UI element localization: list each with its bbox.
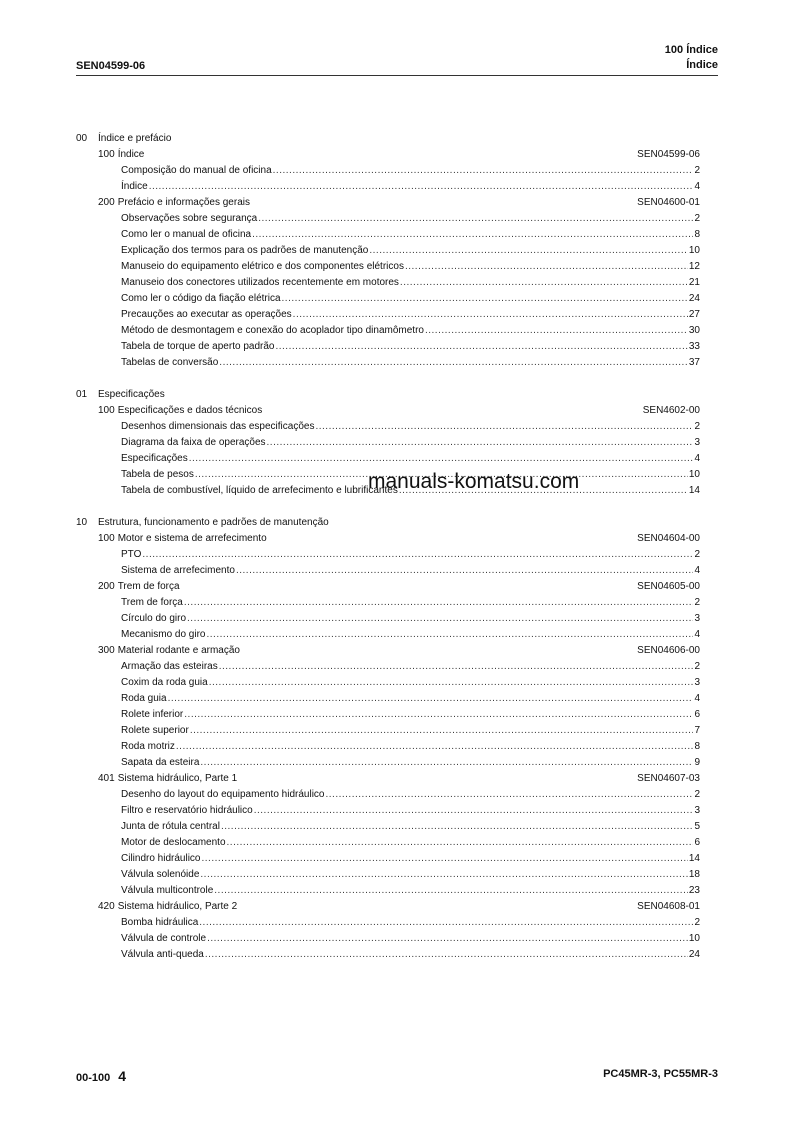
dot-leader — [168, 691, 694, 707]
toc-entry — [76, 627, 700, 643]
entry-page: 4 — [694, 565, 700, 576]
entry-title: PTO — [121, 549, 142, 560]
footer-page-number: 4 — [118, 1068, 127, 1084]
subsection-number: 420 — [98, 901, 115, 912]
toc-entry — [76, 435, 700, 451]
entry-page: 12 — [688, 261, 700, 272]
section-title: Especificações — [98, 389, 165, 400]
entry-page: 8 — [694, 229, 700, 240]
section-title: Índice e prefácio — [98, 133, 172, 144]
toc-section — [76, 515, 700, 531]
entry-page: 9 — [694, 757, 700, 768]
entry-page: 21 — [688, 277, 700, 288]
entry-title: Motor de deslocamento — [121, 837, 226, 848]
section-code: 00 — [76, 133, 88, 144]
dot-leader — [282, 291, 688, 307]
toc-entry — [76, 451, 700, 467]
entry-page: 2 — [694, 549, 700, 560]
toc-entry — [76, 883, 700, 899]
entry-page: 10 — [688, 245, 700, 256]
section-code: 01 — [76, 389, 88, 400]
toc-subsection — [76, 643, 700, 659]
dot-leader — [219, 659, 694, 675]
entry-page: 7 — [694, 725, 700, 736]
toc-entry — [76, 803, 700, 819]
entry-title: Manuseio dos conectores utilizados recentemente em motores — [121, 277, 399, 288]
toc-entry — [76, 835, 700, 851]
dot-leader — [221, 819, 693, 835]
entry-title: Roda motriz — [121, 741, 175, 752]
entry-title: Roda guia — [121, 693, 167, 704]
entry-title: Tabela de torque de aperto padrão — [121, 341, 275, 352]
entry-title: Armação das esteiras — [121, 661, 218, 672]
toc-entry — [76, 355, 700, 371]
entry-page: 4 — [694, 629, 700, 640]
entry-title: Sapata da esteira — [121, 757, 200, 768]
entry-title: Mecanismo do giro — [121, 629, 206, 640]
dot-leader — [190, 723, 694, 739]
table-of-contents — [76, 131, 700, 963]
toc-entry — [76, 243, 700, 259]
dot-leader — [187, 611, 693, 627]
entry-title: Cilindro hidráulico — [121, 853, 201, 864]
entry-title: Desenho do layout do equipamento hidráulico — [121, 789, 325, 800]
toc-entry — [76, 259, 700, 275]
subsection-number: 300 — [98, 645, 115, 656]
dot-leader — [200, 755, 693, 771]
toc-entry — [76, 723, 700, 739]
dot-leader — [209, 675, 694, 691]
dot-leader — [275, 339, 687, 355]
entry-title: Filtro e reservatório hidráulico — [121, 805, 253, 816]
entry-title: Especificações — [121, 453, 188, 464]
dot-leader — [149, 179, 694, 195]
footer-code: 00-100 — [76, 1072, 111, 1084]
entry-page: 3 — [694, 437, 700, 448]
dot-leader — [184, 595, 694, 611]
toc-entry — [76, 227, 700, 243]
entry-title: Válvula multicontrole — [121, 885, 214, 896]
entry-page: 6 — [694, 837, 700, 848]
toc-section — [76, 131, 700, 147]
dot-leader — [369, 243, 688, 259]
dot-leader — [201, 851, 687, 867]
dot-leader — [236, 563, 693, 579]
dot-leader — [214, 883, 688, 899]
toc-subsection — [76, 195, 700, 211]
entry-page: 2 — [694, 917, 700, 928]
subsection-title: Sistema hidráulico, Parte 1 — [117, 773, 238, 784]
toc-entry — [76, 563, 700, 579]
subsection-reference: SEN04608-01 — [637, 901, 700, 912]
page-header — [665, 43, 718, 73]
toc-subsection — [76, 899, 700, 915]
entry-title: Como ler o código da fiação elétrica — [121, 293, 281, 304]
dot-leader — [425, 323, 688, 339]
entry-page: 3 — [694, 805, 700, 816]
dot-leader — [200, 867, 687, 883]
footer-page-code — [76, 1068, 126, 1084]
toc-subsection — [76, 771, 700, 787]
entry-page: 23 — [688, 885, 700, 896]
subsection-reference: SEN04607-03 — [637, 773, 700, 784]
entry-title: Válvula de controle — [121, 933, 207, 944]
subsection-title: Material rodante e armação — [117, 645, 240, 656]
header-title: Índice — [686, 59, 718, 71]
entry-page: 33 — [688, 341, 700, 352]
toc-entry — [76, 691, 700, 707]
toc-entry — [76, 419, 700, 435]
entry-title: Método de desmontagem e conexão do acoplador tipo dinamômetro — [121, 325, 424, 336]
entry-title: Desenhos dimensionais das especificações — [121, 421, 315, 432]
entry-page: 18 — [688, 869, 700, 880]
subsection-number: 200 — [98, 197, 115, 208]
toc-entry — [76, 323, 700, 339]
entry-page: 2 — [694, 661, 700, 672]
dot-leader — [400, 275, 688, 291]
dot-leader — [267, 435, 694, 451]
entry-title: Diagrama da faixa de operações — [121, 437, 266, 448]
entry-title: Círculo do giro — [121, 613, 187, 624]
entry-page: 3 — [694, 613, 700, 624]
toc-subsection — [76, 531, 700, 547]
entry-page: 2 — [694, 421, 700, 432]
dot-leader — [206, 627, 693, 643]
entry-title: Precauções ao executar as operações — [121, 309, 292, 320]
toc-subsection — [76, 403, 700, 419]
dot-leader — [252, 227, 693, 243]
toc-entry — [76, 931, 700, 947]
document-code: SEN04599-06 — [76, 60, 146, 72]
dot-leader — [273, 163, 694, 179]
entry-title: Rolete superior — [121, 725, 189, 736]
entry-page: 30 — [688, 325, 700, 336]
entry-page: 37 — [688, 357, 700, 368]
dot-leader — [325, 787, 693, 803]
entry-page: 3 — [694, 677, 700, 688]
subsection-number: 100 — [98, 533, 115, 544]
subsection-number: 100 — [98, 149, 115, 160]
dot-leader — [142, 547, 693, 563]
subsection-reference: SEN04599-06 — [637, 149, 700, 160]
subsection-title: Especificações e dados técnicos — [117, 405, 263, 416]
toc-entry — [76, 755, 700, 771]
watermark: manuals-komatsu.com — [368, 470, 580, 493]
section-code: 10 — [76, 517, 88, 528]
dot-leader — [207, 931, 688, 947]
subsection-title: Prefácio e informações gerais — [117, 197, 250, 208]
entry-title: Rolete inferior — [121, 709, 184, 720]
subsection-reference: SEN04604-00 — [637, 533, 700, 544]
toc-entry — [76, 339, 700, 355]
entry-title: Tabelas de conversão — [121, 357, 219, 368]
entry-page: 2 — [694, 789, 700, 800]
entry-page: 24 — [688, 949, 700, 960]
subsection-number: 200 — [98, 581, 115, 592]
toc-entry — [76, 675, 700, 691]
toc-entry — [76, 947, 700, 963]
entry-title: Índice — [121, 181, 148, 192]
entry-title: Sistema de arrefecimento — [121, 565, 235, 576]
dot-leader — [405, 259, 688, 275]
dot-leader — [219, 355, 688, 371]
toc-entry — [76, 739, 700, 755]
toc-entry — [76, 275, 700, 291]
entry-page: 24 — [688, 293, 700, 304]
entry-page: 4 — [694, 693, 700, 704]
toc-entry — [76, 595, 700, 611]
dot-leader — [184, 707, 693, 723]
dot-leader — [315, 419, 693, 435]
entry-page: 27 — [688, 309, 700, 320]
entry-title: Válvula anti-queda — [121, 949, 204, 960]
toc-entry — [76, 547, 700, 563]
dot-leader — [199, 915, 693, 931]
entry-page: 4 — [694, 453, 700, 464]
footer-models: PC45MR-3, PC55MR-3 — [603, 1068, 718, 1080]
entry-page: 10 — [688, 933, 700, 944]
subsection-reference: SEN04600-01 — [637, 197, 700, 208]
entry-page: 4 — [694, 181, 700, 192]
toc-entry — [76, 851, 700, 867]
entry-page: 6 — [694, 709, 700, 720]
entry-title: Válvula solenóide — [121, 869, 200, 880]
entry-title: Bomba hidráulica — [121, 917, 199, 928]
entry-title: Junta de rótula central — [121, 821, 220, 832]
dot-leader — [254, 803, 694, 819]
entry-title: Manuseio do equipamento elétrico e dos componentes elétricos — [121, 261, 404, 272]
entry-page: 2 — [694, 597, 700, 608]
toc-entry — [76, 163, 700, 179]
header-rule — [76, 75, 718, 76]
subsection-number: 401 — [98, 773, 115, 784]
toc-entry — [76, 291, 700, 307]
toc-entry — [76, 179, 700, 195]
toc-entry — [76, 611, 700, 627]
toc-entry — [76, 707, 700, 723]
dot-leader — [258, 211, 693, 227]
subsection-reference: SEN4602-00 — [642, 405, 700, 416]
toc-entry — [76, 307, 700, 323]
toc-entry — [76, 819, 700, 835]
subsection-title: Motor e sistema de arrefecimento — [117, 533, 267, 544]
subsection-title: Trem de força — [117, 581, 180, 592]
subsection-reference: SEN04606-00 — [637, 645, 700, 656]
toc-entry — [76, 915, 700, 931]
header-section: 100 Índice — [664, 44, 718, 56]
entry-page: 14 — [688, 485, 700, 496]
subsection-title: Índice — [117, 149, 145, 160]
subsection-number: 100 — [98, 405, 115, 416]
toc-entry — [76, 867, 700, 883]
toc-entry — [76, 211, 700, 227]
dot-leader — [176, 739, 694, 755]
dot-leader — [205, 947, 688, 963]
entry-page: 2 — [694, 213, 700, 224]
entry-page: 14 — [688, 853, 700, 864]
entry-title: Trem de força — [121, 597, 183, 608]
entry-title: Tabela de combustível, líquido de arrefecimento e lubrificantes — [121, 485, 398, 496]
entry-title: Tabela de pesos — [121, 469, 194, 480]
toc-subsection — [76, 147, 700, 163]
entry-page: 10 — [688, 469, 700, 480]
subsection-reference: SEN04605-00 — [637, 581, 700, 592]
entry-title: Composição do manual de oficina — [121, 165, 272, 176]
toc-entry — [76, 659, 700, 675]
entry-title: Observações sobre segurança — [121, 213, 258, 224]
entry-page: 2 — [694, 165, 700, 176]
entry-title: Como ler o manual de oficina — [121, 229, 252, 240]
entry-page: 8 — [694, 741, 700, 752]
toc-section — [76, 387, 700, 403]
dot-leader — [227, 835, 694, 851]
entry-title: Explicação dos termos para os padrões de manutenção — [121, 245, 369, 256]
dot-leader — [189, 451, 694, 467]
entry-page: 5 — [694, 821, 700, 832]
section-title: Estrutura, funcionamento e padrões de manutenção — [98, 517, 329, 528]
subsection-title: Sistema hidráulico, Parte 2 — [117, 901, 238, 912]
toc-entry — [76, 787, 700, 803]
toc-subsection — [76, 579, 700, 595]
dot-leader — [293, 307, 688, 323]
entry-title: Coxim da roda guia — [121, 677, 208, 688]
